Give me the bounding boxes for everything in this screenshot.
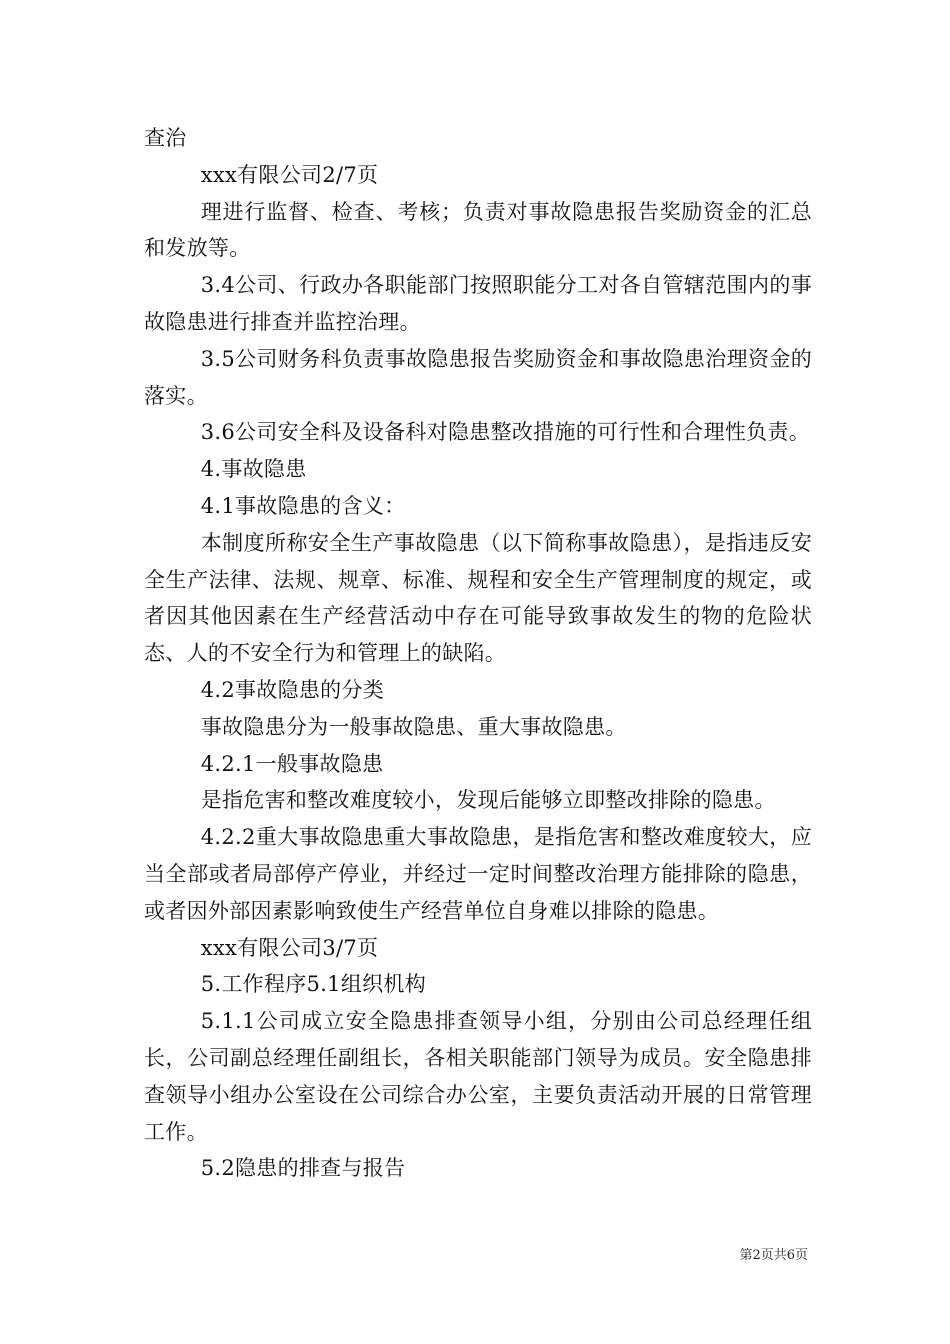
section-3-5: 3.5公司财务科负责事故隐患报告奖励资金和事故隐患治理资金的落实。 xyxy=(144,346,812,408)
section-3-6: 3.6公司安全科及设备科对隐患整改措施的可行性和合理性负责。 xyxy=(200,420,811,445)
general-hazard-paragraph: 是指危害和整改难度较小，发现后能够立即整改排除的隐患。 xyxy=(200,788,776,813)
section-3-4: 3.4公司、行政办各职能部门按照职能分工对各自管辖范围内的事故隐患进行排查并监控治理。 xyxy=(144,273,812,334)
page-header-3-of-7: xxx有限公司3/7页 xyxy=(200,935,379,960)
heading-5: 5.工作程序5.1组织机构 xyxy=(200,972,427,997)
page-number-footer: 第2页共6页 xyxy=(739,1248,808,1263)
heading-4-2: 4.2事故隐患的分类 xyxy=(200,677,385,702)
section-4-2-2: 4.2.2重大事故隐患重大事故隐患，是指危害和整改难度较大，应当全部或者局部停产停业，并经过一定时间整改治理方能排除的隐患，或者因外部因素影响致使生产经营单位自身难以排除的隐患。 xyxy=(144,825,812,923)
heading-4-2-1: 4.2.1一般事故隐患 xyxy=(200,751,384,776)
heading-4-1: 4.1事故隐患的含义： xyxy=(200,493,406,518)
paragraph-3: 理进行监督、检查、考核；负责对事故隐患报告奖励资金的汇总和发放等。 xyxy=(144,199,812,261)
classification-paragraph: 事故隐患分为一般事故隐患、重大事故隐患。 xyxy=(200,714,627,739)
section-5-1-1: 5.1.1公司成立安全隐患排查领导小组，分别由公司总经理任组长，公司副总经理任副组长，各相关职能部门领导为成员。安全隐患排查领导小组办公室设在公司综合办公室，主要负责活动开展的日常管理工作。 xyxy=(144,1009,812,1144)
document-body xyxy=(144,120,812,1187)
definition-paragraph: 本制度所称安全生产事故隐患（以下简称事故隐患），是指违反安全生产法律、法规、规章、标准、规程和安全生产管理制度的规定，或者因其他因素在生产经营活动中存在可能导致事故发生的物的危险状态、人的不安全行为和管理上的缺陷。 xyxy=(144,530,812,666)
heading-5-2: 5.2隐患的排查与报告 xyxy=(200,1156,406,1181)
paragraph-1: 查治 xyxy=(144,126,187,150)
heading-4: 4.事故隐患 xyxy=(200,457,307,482)
page-header-2-of-7: xxx有限公司2/7页 xyxy=(200,162,379,187)
